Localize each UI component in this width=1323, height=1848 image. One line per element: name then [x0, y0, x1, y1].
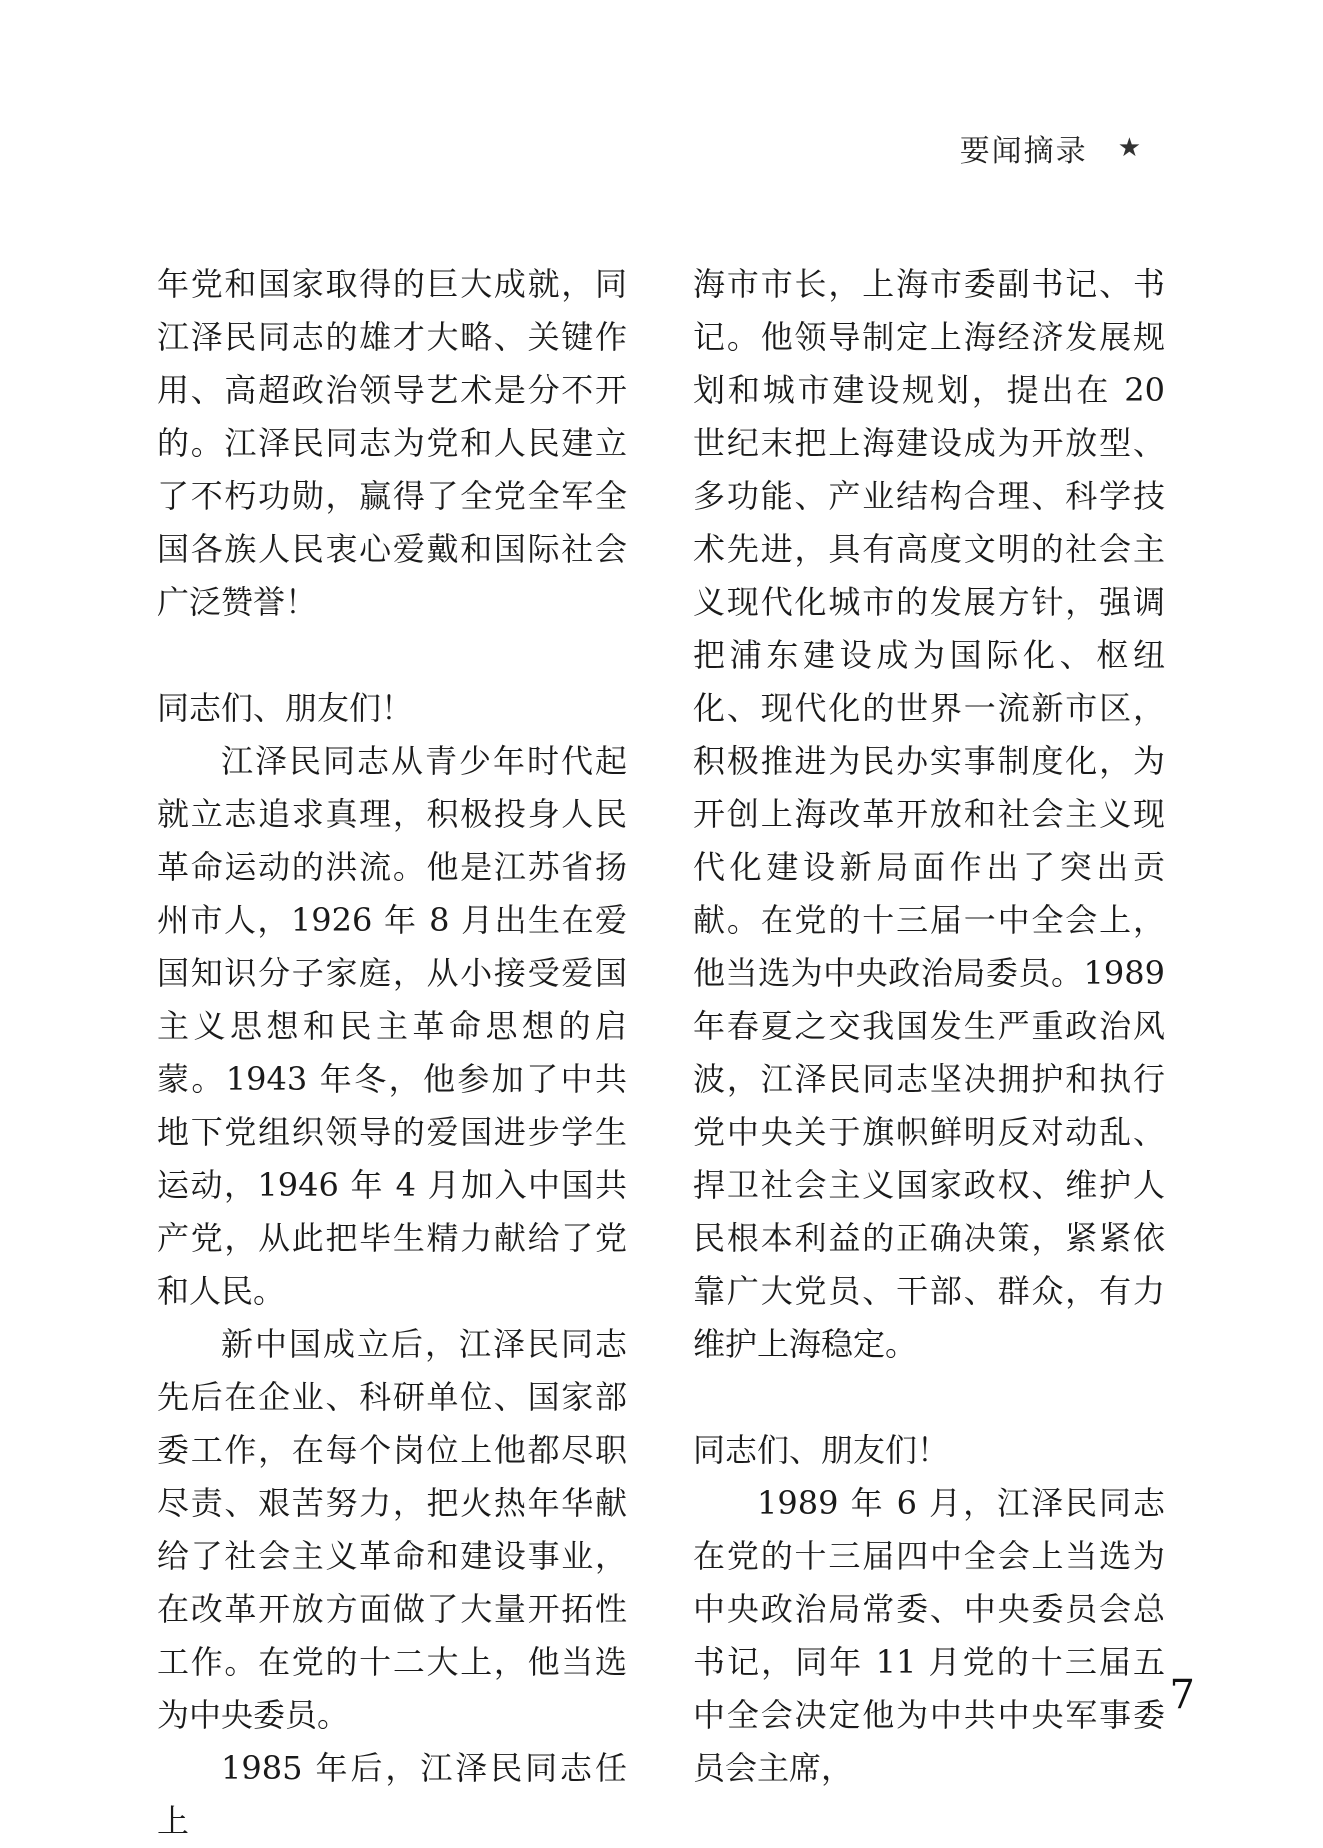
paragraph: 年党和国家取得的巨大成就，同江泽民同志的雄才大略、关键作用、高超政治领导艺术是分不开的。江泽民同志为党和人民建立了不朽功勋，赢得了全党全军全国各族人民衷心爱戴和国际社会广泛赞誉！	[157, 265, 627, 621]
right-column	[693, 258, 1165, 1795]
page-number: 7	[1169, 1672, 1195, 1718]
paragraph: 江泽民同志从青少年时代起就立志追求真理，积极投身人民革命运动的洪流。他是江苏省扬州市人，1926 年 8 月出生在爱国知识分子家庭，从小接受爱国主义思想和民主革命思想的启蒙。1943 年冬，他参加了中共地下党组织领导的爱国进步学生运动，1946 年 4 月加入中国共产党，从此把毕生精力献给了党和人民。	[157, 742, 627, 1310]
left-column	[157, 258, 627, 1848]
paragraph: 1989 年 6 月，江泽民同志在党的十三届四中全会上当选为中央政治局常委、中央委员会总书记，同年 11 月党的十三届五中全会决定他为中共中央军事委员会主席，	[693, 1484, 1165, 1787]
section-title: 要闻摘录	[959, 134, 1088, 169]
paragraph: 海市市长，上海市委副书记、书记。他领导制定上海经济发展规划和城市建设规划，提出在 20 世纪末把上海建设成为开放型、多功能、产业结构合理、科学技术先进，具有高度文明的社会主义现代化城市的发展方针，强调把浦东建设成为国际化、枢纽化、现代化的世界一流新市区，积极推进为民办实事制度化，为开创上海改革开放和社会主义现代化建设新局面作出了突出贡献。在党的十三届一中全会上，他当选为中央政治局委员。1989 年春夏之交我国发生严重政治风波，江泽民同志坚决拥护和执行党中央关于旗帜鲜明反对动乱、捍卫社会主义国家政权、维护人民根本利益的正确决策，紧紧依靠广大党员、干部、群众，有力维护上海稳定。	[693, 265, 1165, 1363]
greeting: 同志们、朋友们！	[157, 689, 414, 727]
paragraph: 新中国成立后，江泽民同志先后在企业、科研单位、国家部委工作，在每个岗位上他都尽职尽责、艰苦努力，把火热年华献给了社会主义革命和建设事业，在改革开放方面做了大量开拓性工作。在党的十二大上，他当选为中央委员。	[157, 1325, 627, 1734]
greeting: 同志们、朋友们！	[693, 1431, 950, 1469]
star-icon: ★	[1117, 133, 1143, 163]
paragraph: 1985 年后，江泽民同志任上	[157, 1749, 627, 1840]
running-header	[960, 128, 1143, 168]
